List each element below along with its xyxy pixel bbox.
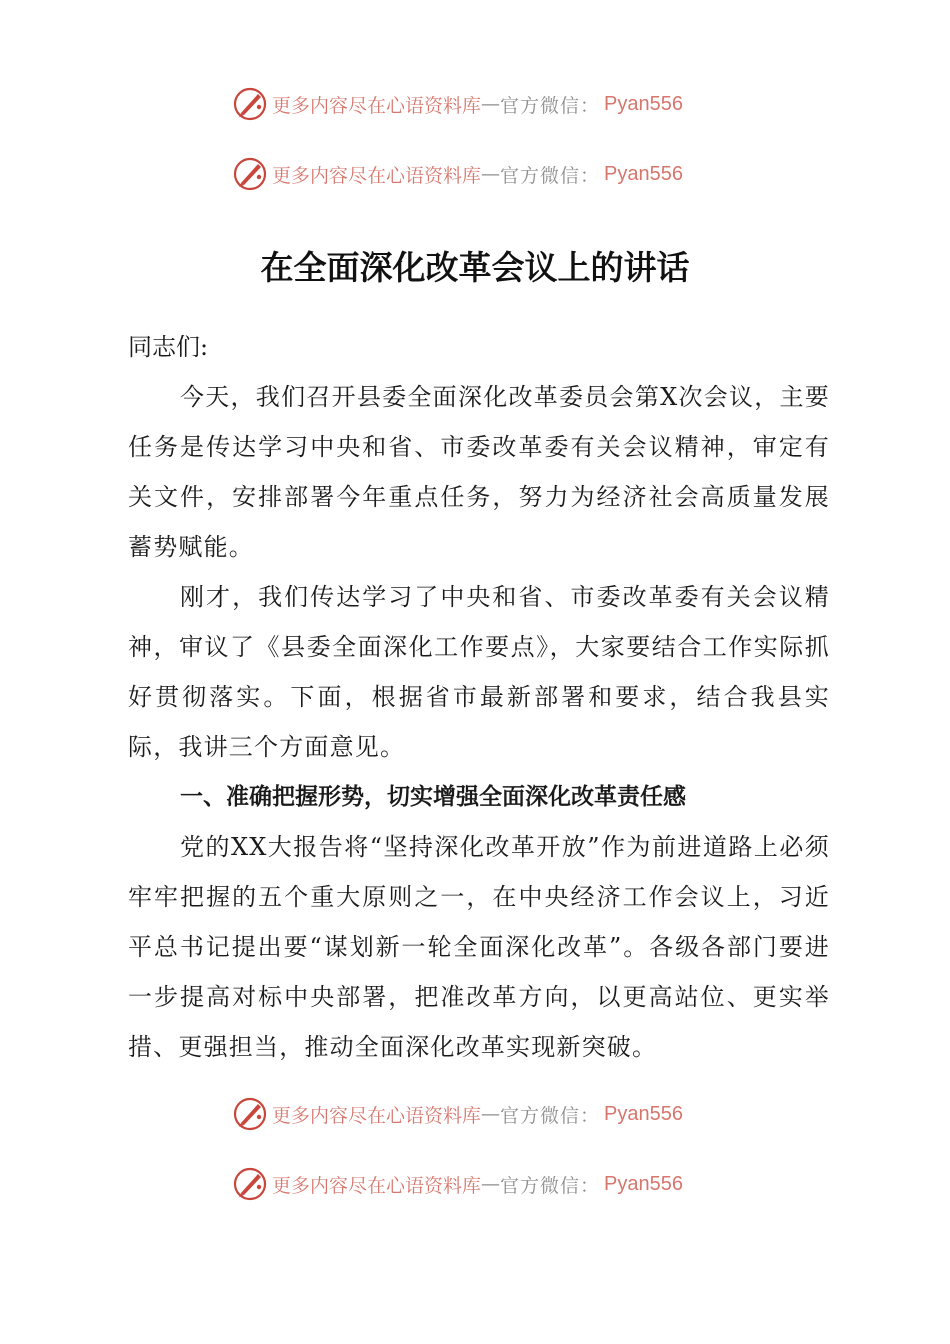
watermark-separator: — (481, 1103, 501, 1125)
watermark-brand-text: 更多内容尽在心语资料库 (272, 1174, 482, 1197)
watermark-brand-text: 更多内容尽在心语资料库 (272, 164, 482, 187)
watermark-separator: — (481, 93, 501, 115)
watermark-wechat-id: Pyan556 (604, 92, 683, 115)
document-body (128, 322, 830, 1072)
watermark-banner (232, 1164, 683, 1204)
quill-logo-icon (232, 156, 268, 192)
quill-logo-icon (232, 1096, 268, 1132)
watermark-banner (232, 1094, 683, 1134)
watermark-banner (232, 154, 683, 194)
body-paragraph: 今天，我们召开县委全面深化改革委员会第X次会议，主要任务是传达学习中央和省、市委改革委有关会议精神，审定有关文件，安排部署今年重点任务，努力为经济社会高质量发展蓄势赋能。 (128, 383, 830, 561)
salutation: 同志们: (128, 333, 209, 361)
watermark-wechat-id: Pyan556 (604, 162, 683, 185)
watermark-separator: — (481, 1173, 501, 1195)
document-title: 在全面深化改革会议上的讲话 (260, 248, 690, 287)
section-paragraph: 党的XX大报告将“坚持深化改革开放”作为前进道路上必须牢牢把握的五个重大原则之一，在中央经济工作会议上，习近平总书记提出要“谋划新一轮全面深化改革”。各级各部门要进一步提高对标中央部署，把准改革方向，以更高站位、更实举措、更强担当，推动全面深化改革实现新突破。 (128, 833, 830, 1061)
watermark-official-label: 官方微信： (500, 164, 601, 187)
watermark-separator: — (481, 163, 501, 185)
watermark-wechat-id: Pyan556 (604, 1102, 683, 1125)
quill-logo-icon (232, 86, 268, 122)
watermark-official-label: 官方微信： (500, 94, 601, 117)
watermark-brand-text: 更多内容尽在心语资料库 (272, 1104, 482, 1127)
watermark-wechat-id: Pyan556 (604, 1172, 683, 1195)
watermark-official-label: 官方微信： (500, 1104, 601, 1127)
section-heading: 一、准确把握形势，切实增强全面深化改革责任感 (180, 784, 686, 810)
watermark-official-label: 官方微信： (500, 1174, 601, 1197)
watermark-brand-text: 更多内容尽在心语资料库 (272, 94, 482, 117)
body-paragraph: 刚才，我们传达学习了中央和省、市委改革委有关会议精神，审议了《县委全面深化工作要点》，大家要结合工作实际抓好贯彻落实。下面，根据省市最新部署和要求，结合我县实际，我讲三个方面意见。 (128, 583, 830, 761)
quill-logo-icon (232, 1166, 268, 1202)
watermark-banner (232, 84, 683, 124)
